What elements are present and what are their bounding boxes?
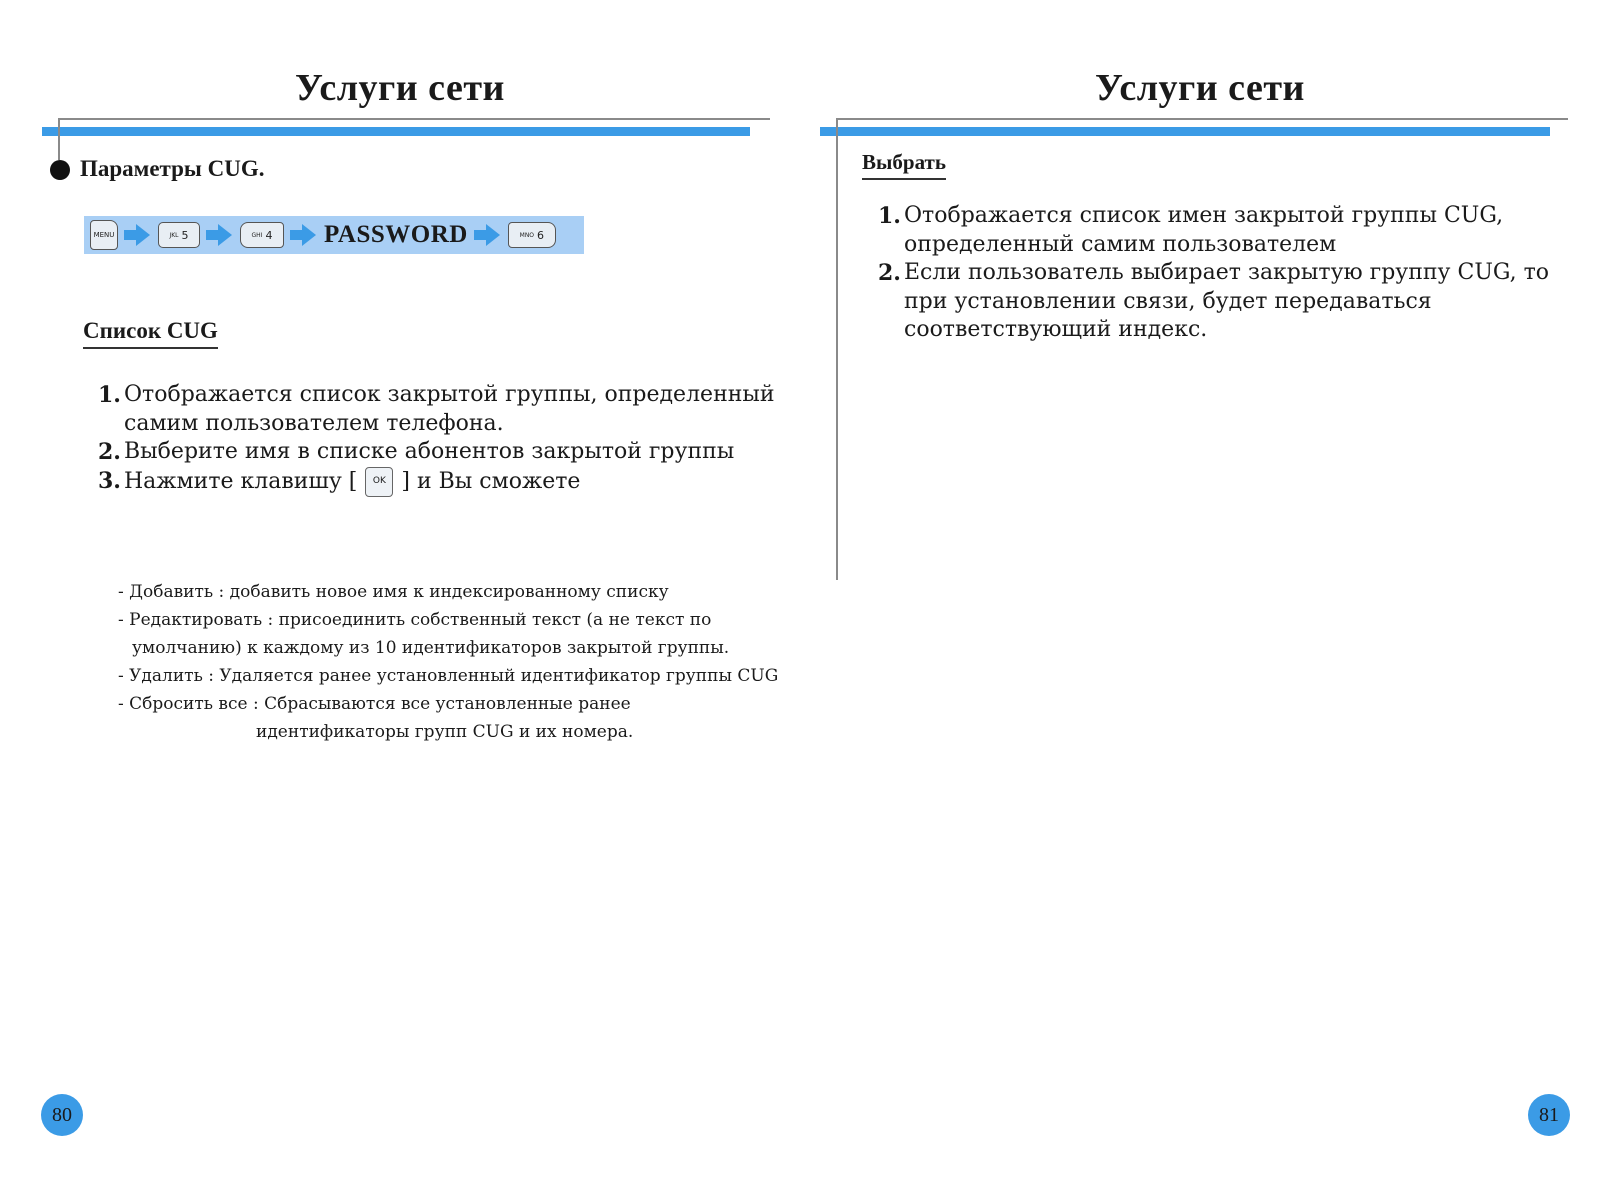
select-steps [878, 202, 1549, 345]
list-item-line: соответствующий индекс. [904, 317, 1208, 342]
list-item [98, 381, 775, 438]
cug-list-heading: Список CUG [83, 318, 218, 349]
right-blue-rule [820, 127, 1550, 136]
arrow-right-icon [290, 224, 318, 246]
ok-key-icon: OK [365, 467, 393, 497]
list-item [878, 202, 1549, 259]
arrow-right-icon [124, 224, 152, 246]
list-item-text: Нажмите клавишу [ [124, 468, 358, 494]
list-item-line: Отображается список имен закрытой группы CUG, [904, 203, 1504, 228]
list-item-number: 1. [98, 382, 121, 408]
key-6-sub: MNO [519, 231, 535, 239]
right-vertical-rule [836, 118, 838, 580]
left-blue-rule [42, 127, 750, 136]
option-item-continued: идентификаторы групп CUG и их номера. [256, 722, 634, 742]
select-heading: Выбрать [862, 150, 946, 180]
menu-key-icon: MENU [90, 220, 118, 250]
list-item-number: 1. [878, 203, 901, 229]
left-page-title: Услуги сети [295, 67, 505, 109]
key-5-icon [158, 222, 200, 248]
arrow-right-icon [206, 224, 234, 246]
right-title-rule [836, 118, 1568, 120]
option-item-continued: умолчанию) к каждому из 10 идентификаторов закрытой группы. [132, 638, 730, 658]
right-page [800, 0, 1601, 1200]
list-item [98, 467, 775, 497]
key-4-sub: GHI [251, 231, 263, 239]
list-item-number: 3. [98, 467, 121, 494]
key-sequence-bar [84, 216, 584, 254]
list-item-line: Выберите имя в списке абонентов закрытой группы [124, 439, 735, 464]
list-item-number: 2. [878, 260, 901, 286]
section-bullet-icon [50, 160, 70, 180]
list-item [98, 438, 775, 467]
key-5-sub: JKL [169, 231, 179, 239]
key-6-icon [508, 222, 556, 248]
key-4-label: 4 [265, 228, 273, 242]
list-item-text: ] и Вы сможете [401, 468, 581, 494]
key-4-icon [240, 222, 284, 248]
arrow-right-icon [474, 224, 502, 246]
left-vertical-rule [58, 118, 60, 160]
option-item: - Добавить : добавить новое имя к индексированному списку [118, 582, 669, 602]
cug-list-steps [98, 381, 775, 497]
left-page [0, 0, 800, 1200]
list-item-line: определенный самим пользователем [904, 231, 1337, 257]
list-item-line: при установлении связи, будет передаваться [904, 288, 1432, 314]
option-item: - Сбросить все : Сбрасываются все установленные ранее [118, 694, 631, 714]
list-item-number: 2. [98, 439, 121, 465]
page-number-badge: 80 [41, 1094, 83, 1136]
left-title-rule [58, 118, 770, 120]
list-item [878, 259, 1549, 345]
key-6-label: 6 [537, 228, 545, 242]
key-5-label: 5 [181, 228, 189, 242]
right-page-title: Услуги сети [1095, 67, 1305, 109]
list-item-line: самим пользователем телефона. [124, 410, 504, 436]
section-heading: Параметры CUG. [80, 156, 265, 181]
option-item: - Редактировать : присоединить собственный текст (а не текст по [118, 610, 712, 630]
cug-options-list [118, 578, 778, 746]
option-item: - Удалить : Удаляется ранее установленный идентификатор группы CUG [118, 666, 779, 686]
password-label: PASSWORD [324, 221, 468, 248]
list-item-line: Если пользователь выбирает закрытую группу CUG, то [904, 260, 1550, 285]
page-number-badge: 81 [1528, 1094, 1570, 1136]
list-item-line: Отображается список закрытой группы, определенный [124, 382, 775, 407]
